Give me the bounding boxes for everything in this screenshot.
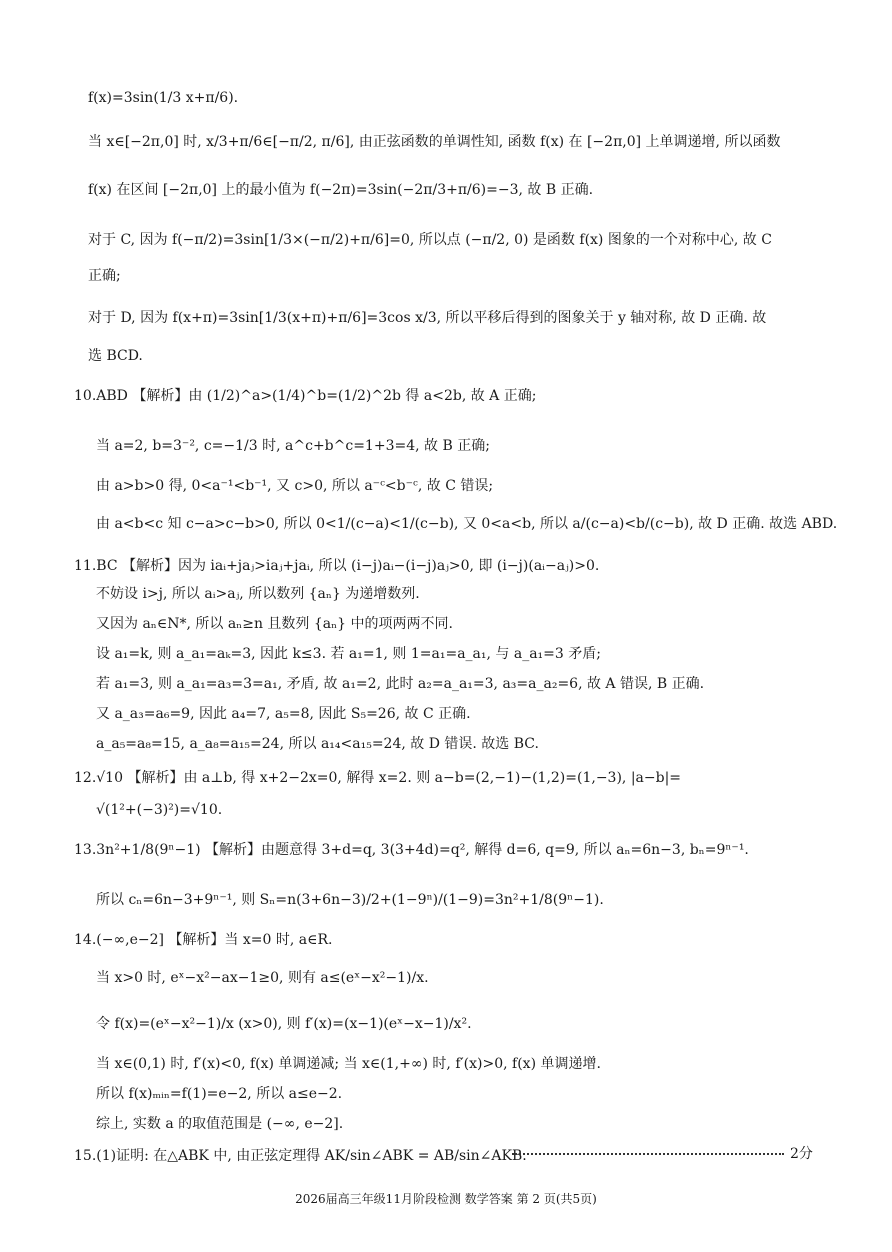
text-line: 所以 cₙ=6n−3+9ⁿ⁻¹, 则 Sₙ=n(3+6n−3)/2+(1−9ⁿ)/(1−9)=3n²+1/8(9ⁿ−1). <box>96 892 604 908</box>
text-line: 又 a_a₃=a₆=9, 因此 a₄=7, a₅=8, 因此 S₅=26, 故 C 正确. <box>96 706 471 722</box>
text-line: f(x) 在区间 [−2π,0] 上的最小值为 f(−2π)=3sin(−2π/3+π/6)=−3, 故 B 正确. <box>88 182 594 198</box>
text-line: 由 a<b<c 知 c−a>c−b>0, 所以 0<1/(c−a)<1/(c−b), 又 0<a<b, 所以 a/(c−a)<b/(c−b), 故 D 正确. 故选 ABD. <box>96 516 838 532</box>
text-line: 令 f(x)=(eˣ−x²−1)/x (x>0), 则 f′(x)=(x−1)(eˣ−x−1)/x². <box>96 1016 472 1032</box>
text-line: 13.3n²+1/8(9ⁿ−1) 【解析】由题意得 3+d=q, 3(3+4d)=q², 解得 d=6, q=9, 所以 aₙ=6n−3, bₙ=9ⁿ⁻¹. <box>74 842 749 858</box>
text-line: 当 x∈(0,1) 时, f′(x)<0, f(x) 单调递减; 当 x∈(1,+∞) 时, f′(x)>0, f(x) 单调递增. <box>96 1056 601 1072</box>
text-line: 当 x>0 时, eˣ−x²−ax−1≥0, 则有 a≤(eˣ−x²−1)/x. <box>96 970 429 986</box>
text-line: 11.BC 【解析】因为 iaᵢ+jaⱼ>iaⱼ+jaᵢ, 所以 (i−j)aᵢ−(i−j)aⱼ>0, 即 (i−j)(aᵢ−aⱼ)>0. <box>74 558 600 574</box>
text-line: 设 a₁=k, 则 a_a₁=aₖ=3, 因此 k≤3. 若 a₁=1, 则 1=a₁=a_a₁, 与 a_a₁=3 矛盾; <box>96 646 601 662</box>
leader-dots <box>512 1153 784 1155</box>
text-line: 由 a>b>0 得, 0<a⁻¹<b⁻¹, 又 c>0, 所以 a⁻ᶜ<b⁻ᶜ, 故 C 错误; <box>96 478 494 494</box>
page-footer: 2026届高三年级11月阶段检测 数学答案 第 2 页(共5页) <box>295 1192 597 1206</box>
text-line: 正确; <box>88 268 121 284</box>
text-line: 对于 D, 因为 f(x+π)=3sin[1/3(x+π)+π/6]=3cos x/3, 所以平移后得到的图象关于 y 轴对称, 故 D 正确. 故 <box>88 310 767 326</box>
text-line: 10.ABD 【解析】由 (1/2)^a>(1/4)^b=(1/2)^2b 得 a<2b, 故 A 正确; <box>74 388 537 404</box>
text-line: 综上, 实数 a 的取值范围是 (−∞, e−2]. <box>96 1116 344 1132</box>
text-line: a_a₅=a₈=15, a_a₈=a₁₅=24, 所以 a₁₄<a₁₅=24, 故 D 错误. 故选 BC. <box>96 736 539 752</box>
text-line: f(x)=3sin(1/3 x+π/6). <box>88 90 239 106</box>
text-line: 12.√10 【解析】由 a⊥b, 得 x+2−2x=0, 解得 x=2. 则 a−b=(2,−1)−(1,2)=(1,−3), |a−b|= <box>74 770 682 786</box>
text-line: 14.(−∞,e−2] 【解析】当 x=0 时, a∈R. <box>74 932 333 948</box>
score-label: 2分 <box>790 1146 813 1162</box>
text-line: 选 BCD. <box>88 348 143 364</box>
text-line: 15.(1)证明: 在△ABK 中, 由正弦定理得 AK/sin∠ABK = AB/sin∠AKB. <box>74 1148 527 1164</box>
text-line: 不妨设 i>j, 所以 aᵢ>aⱼ, 所以数列 {aₙ} 为递增数列. <box>96 586 420 602</box>
text-line: 所以 f(x)ₘᵢₙ=f(1)=e−2, 所以 a≤e−2. <box>96 1086 343 1102</box>
text-line: 当 x∈[−2π,0] 时, x/3+π/6∈[−π/2, π/6], 由正弦函数的单调性知, 函数 f(x) 在 [−2π,0] 上单调递增, 所以函数 <box>88 134 781 150</box>
text-line: 当 a=2, b=3⁻², c=−1/3 时, a^c+b^c=1+3=4, 故 B 正确; <box>96 438 490 454</box>
text-line: √(1²+(−3)²)=√10. <box>96 802 223 818</box>
text-line: 对于 C, 因为 f(−π/2)=3sin[1/3×(−π/2)+π/6]=0, 所以点 (−π/2, 0) 是函数 f(x) 图象的一个对称中心, 故 C <box>88 232 772 248</box>
text-line: 若 a₁=3, 则 a_a₁=a₃=3=a₁, 矛盾, 故 a₁=2, 此时 a₂=a_a₁=3, a₃=a_a₂=6, 故 A 错误, B 正确. <box>96 676 705 692</box>
text-line: 又因为 aₙ∈N*, 所以 aₙ≥n 且数列 {aₙ} 中的项两两不同. <box>96 616 453 632</box>
